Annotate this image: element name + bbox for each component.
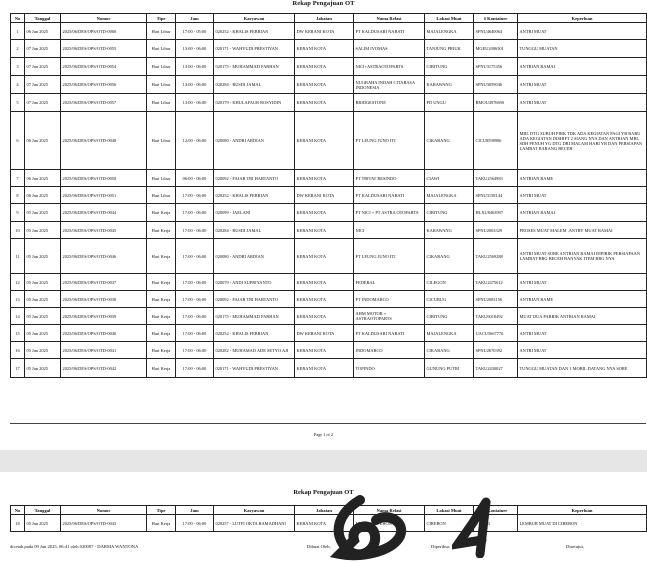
- table-cell: ANTRI MUAT SORE ANTRIAN RAMAI DIPIRIK PERSIAPAAN LAMBAT BRG BECEH BANYAK ITEM BRG NYA: [518, 239, 647, 274]
- table-cell: CIKARANG: [425, 112, 474, 170]
- table-cell: 020179 - KHULAFAUR ROSYIDIN: [214, 94, 295, 112]
- table-cell: KERANI KOTA: [295, 222, 354, 239]
- table-cell: 06 Jun 2025: [25, 170, 61, 187]
- table-cell: ANTRI MUAT: [518, 76, 647, 94]
- table-cell: CILEGON: [425, 274, 474, 291]
- table-cell: 05 Jun 2025: [25, 342, 61, 359]
- table-cell: Hari Libur: [147, 40, 176, 58]
- table-cell: 17:00 - 06:00: [176, 239, 214, 274]
- table-cell: 17:00 - 05:00: [176, 23, 214, 40]
- printed-note: dicetak pada 09 Jun 2025, 06:41 oleh 020097 - DARMA WANTONA: [10, 544, 139, 549]
- table-cell: 2025/06/DES/OPS/OTD-0060: [61, 23, 147, 40]
- table-cell: Hari Libur: [147, 76, 176, 94]
- table-cell: GUNUNG PUTRI: [425, 359, 474, 378]
- table-cell: 13:00 - 06:00: [176, 58, 214, 76]
- table-cell: 2025/06/DES/OPS/OTD-0038: [61, 291, 147, 308]
- table-cell: UACU5667776: [474, 325, 518, 342]
- table-cell: NICI+ASTRAOTOPARTS: [354, 58, 425, 76]
- table-cell: 05 Jun 2025: [25, 204, 61, 222]
- column-header: # Kontainer: [474, 14, 518, 23]
- table-cell: TUNGGU MUATAN: [518, 40, 647, 58]
- table-cell: NICI: [354, 222, 425, 239]
- table-cell: 07 Jun 2025: [25, 58, 61, 76]
- table-cell: KERANI KOTA: [295, 94, 354, 112]
- table-cell: SPNU3175356: [474, 58, 518, 76]
- table-cell: ANTRI MUAT: [518, 23, 647, 40]
- table-cell: KARAWANG: [425, 76, 474, 94]
- table-cell: SPNU3059046: [474, 76, 518, 94]
- table-cell: KERANI KOTA: [295, 112, 354, 170]
- table-cell: Hari Libur: [147, 94, 176, 112]
- table-cell: PT NICI + PT ASTRA OTOPARTS: [354, 204, 425, 222]
- column-header: No: [11, 14, 25, 23]
- page-gap: [0, 450, 647, 472]
- table-row: [11, 76, 647, 94]
- table-cell: 06 Jun 2025: [25, 187, 61, 204]
- table-cell: PT TRITAT RESINDO: [354, 170, 425, 187]
- table-cell: 2025/06/DES/OPS/OTD-0045: [61, 222, 147, 239]
- table-cell: MBL DTG SUBUH PIRK TDK ADA KEGIATAN PAGI YB BARU ADA KEGIATAN DISHIFT 2 SIANG NYA DAN ANTRIAN MBL SDH PENUH YG DTG DRI MALAM HARI YB DAN PERSIAPAN LAMBAT BARANG BECEH: [518, 112, 647, 170]
- table-cell: DW KERANI KOTA: [295, 187, 354, 204]
- table-cell: 05 Jun 2025: [25, 239, 61, 274]
- table-cell: KERANI KOTA: [295, 170, 354, 187]
- column-header: Tanggal: [25, 506, 61, 515]
- table-cell: KERANI KOTA: [295, 291, 354, 308]
- table-cell: 17:00 - 06:00: [176, 342, 214, 359]
- table-cell: 13:00 - 06:00: [176, 76, 214, 94]
- table-cell: ANTRI MUAT: [518, 342, 647, 359]
- table-cell: AHM MOTOR + ASTRAOTOPARTS: [354, 308, 425, 325]
- table-cell: TAKU2475612: [474, 274, 518, 291]
- table-cell: 2025/06/DES/OPS/OTD-0040: [61, 325, 147, 342]
- table-cell: FEDERAL: [354, 274, 425, 291]
- table-row: [11, 325, 647, 342]
- table-header-row: [11, 14, 647, 23]
- table-cell: CIBITUNG: [425, 308, 474, 325]
- table-cell: PT KALDUSARI NABATI: [354, 187, 425, 204]
- table-cell: 020080 - ANDRI ARDIAN: [214, 239, 295, 274]
- table-row: [11, 308, 647, 325]
- table-cell: CIAWI: [425, 170, 474, 187]
- table-cell: 2025/06/DES/OPS/OTD-0041: [61, 342, 147, 359]
- table-cell: SPNU3158144: [474, 187, 518, 204]
- table-cell: PT LEUNG JUNO ITI: [354, 239, 425, 274]
- table-cell: 05 Jun 2025: [25, 291, 61, 308]
- table-row: [11, 94, 647, 112]
- table-cell: 17:00 - 06:00: [176, 222, 214, 239]
- table-cell: 7: [11, 170, 25, 187]
- table-cell: 17:00 - 06:00: [176, 274, 214, 291]
- table-cell: MGEU2006501: [474, 40, 518, 58]
- table-row: [11, 170, 647, 187]
- table-cell: SPNU2670392: [474, 342, 518, 359]
- table-cell: 2025/06/DES/OPS/OTD-0039: [61, 308, 147, 325]
- table-cell: TAKU2569288: [474, 239, 518, 274]
- report-title: Rekap Pengajuan OT: [292, 0, 355, 7]
- table-cell: MUAT DUA PABRIK ANTRIAN RAMAI: [518, 308, 647, 325]
- column-header: Jabatan: [295, 14, 354, 23]
- table-cell: 4: [11, 76, 25, 94]
- table-cell: 2025/06/DES/OPS/OTD-0057: [61, 94, 147, 112]
- table-cell: 17:00 - 06:00: [176, 308, 214, 325]
- table-cell: 17:00 - 06:00: [176, 359, 214, 378]
- table-cell: 17:00 - 06:00: [176, 204, 214, 222]
- table-cell: 020284 - RUSDI JAMAL: [214, 222, 295, 239]
- table-cell: 10: [11, 222, 25, 239]
- table-cell: NI... HUBI... EHON: [354, 515, 425, 532]
- table-cell: DW KERANI KOTA: [295, 325, 354, 342]
- table-cell: KERANI KOTA: [295, 40, 354, 58]
- column-header: Tipe: [147, 14, 176, 23]
- table-cell: 06:00 - 06:00: [176, 170, 214, 187]
- table-cell: TAKU6018492: [474, 308, 518, 325]
- table-row: [11, 23, 647, 40]
- table-cell: Hari Libur: [147, 58, 176, 76]
- table-cell: CICU8598906: [474, 112, 518, 170]
- column-header: # Kontainer: [474, 506, 518, 515]
- table-row: [11, 112, 647, 170]
- table-cell: 2025/06/DES/OPS/OTD-0046: [61, 239, 147, 274]
- table-cell: 17:00 - 06:00: [176, 291, 214, 308]
- table-cell: 2025/06/DES/OPS/OTD-0043: [61, 515, 147, 532]
- table-cell: TOPINDO: [354, 359, 425, 378]
- table-row: [11, 204, 647, 222]
- table-cell: 13:00 - 06:00: [176, 94, 214, 112]
- table-cell: 17:00 - 06:00: [176, 515, 214, 532]
- table-cell: 020092 - FAJAR TRI HARTANTO: [214, 291, 295, 308]
- table-row: [11, 515, 647, 532]
- table-cell: 05 Jun 2025: [25, 222, 61, 239]
- table-cell: TAKU2564983: [474, 170, 518, 187]
- table-cell: 020252 - KHALIS FEBRIAN: [214, 187, 295, 204]
- table-cell: Hari Kerja: [147, 308, 176, 325]
- table-cell: DW KERANI KOTA: [295, 23, 354, 40]
- table-cell: Hari Kerja: [147, 291, 176, 308]
- table-cell: PT LEUNG JUNO ITI: [354, 112, 425, 170]
- column-header: No: [11, 506, 25, 515]
- column-header: Nomor: [61, 14, 147, 23]
- table-row: [11, 222, 647, 239]
- table-cell: Hari Libur: [147, 23, 176, 40]
- table-cell: 05 Jun 2025: [25, 308, 61, 325]
- table-cell: KERANI KOTA: [295, 239, 354, 274]
- table-cell: ...95694: [474, 515, 518, 532]
- table-cell: 07 Jun 2025: [25, 76, 61, 94]
- table-cell: 05 Jun 2025: [25, 274, 61, 291]
- table-cell: 17:00 - 06:00: [176, 187, 214, 204]
- table-cell: HLXU8463997: [474, 204, 518, 222]
- table-cell: 020171 - WAHYUDI PRESTIYAN: [214, 40, 295, 58]
- table-cell: SPNU4640064: [474, 23, 518, 40]
- table-cell: 020092 - FAJAR TRI HARTANTO: [214, 170, 295, 187]
- table-cell: KERANI KOTA: [295, 204, 354, 222]
- diperiksa-label: Diperiksa,: [431, 544, 451, 549]
- table-cell: Hari Kerja: [147, 239, 176, 274]
- table-cell: SALIM IVOMAS: [354, 40, 425, 58]
- table-cell: 13:00 - 06:00: [176, 40, 214, 58]
- table-cell: 2025/06/DES/OPS/OTD-0048: [61, 112, 147, 170]
- table-cell: 020099 - JAELANI: [214, 204, 295, 222]
- table-cell: 2025/06/DES/OPS/OTD-0050: [61, 170, 147, 187]
- redaction-scribble-2: [452, 496, 500, 558]
- table-cell: 05 Jun 2025: [25, 515, 61, 532]
- table-cell: 020175 - MUHAMMAD FARHAN: [214, 308, 295, 325]
- table-cell: 05 Jun 2025: [25, 325, 61, 342]
- table-cell: 17:00 - 06:00: [176, 325, 214, 342]
- column-header: Karyawan: [214, 14, 295, 23]
- table-cell: 18: [11, 515, 25, 532]
- table-cell: TANJUNG PRIUK: [425, 40, 474, 58]
- table-cell: ANTRIAN RAMAI: [518, 204, 647, 222]
- table-cell: 020282 - MUHAMAD ADE SETYO AJI: [214, 342, 295, 359]
- table-row: [11, 342, 647, 359]
- table-cell: 07 Jun 2025: [25, 94, 61, 112]
- table-cell: CIBITUNG: [425, 204, 474, 222]
- column-header: Nomor: [61, 506, 147, 515]
- table-cell: KERANI KOTA: [295, 58, 354, 76]
- table-cell: 020175 - MUHAMMAD FARHAN: [214, 58, 295, 76]
- column-header: Jabatan: [295, 506, 354, 515]
- table-cell: 2: [11, 40, 25, 58]
- table-cell: Hari Kerja: [147, 325, 176, 342]
- table-cell: 14: [11, 308, 25, 325]
- table-row: [11, 40, 647, 58]
- table-cell: 2025/06/DES/OPS/OTD-0056: [61, 76, 147, 94]
- table-cell: BMOU4976690: [474, 94, 518, 112]
- table-row: [11, 291, 647, 308]
- table-cell: 12: [11, 274, 25, 291]
- table-header-row: [11, 506, 647, 515]
- column-header: Lokasi Muat: [425, 506, 474, 515]
- table-cell: ANTRIAN RAME: [518, 170, 647, 187]
- table-cell: CICURUG: [425, 291, 474, 308]
- table-row: [11, 58, 647, 76]
- report-page-2: [0, 472, 647, 563]
- table-cell: TUNGGU MUATAN DAN 1 MOBIL DATANG NYA SORE: [518, 359, 647, 378]
- column-header: Jam: [176, 14, 214, 23]
- table-cell: ANTRI MUAT: [518, 325, 647, 342]
- dibuat-label: Dibuat Oleh,: [307, 544, 331, 549]
- report-title-2: Rekap Pengajuan OT: [293, 489, 354, 496]
- column-header: Keperluan: [518, 14, 647, 23]
- table-cell: 11: [11, 239, 25, 274]
- table-cell: 1: [11, 23, 25, 40]
- column-header: Karyawan: [214, 506, 295, 515]
- table-cell: KERANI KOTA: [295, 515, 354, 532]
- table-cell: Hari Kerja: [147, 222, 176, 239]
- table-cell: ANTRI MUAT: [518, 187, 647, 204]
- table-cell: Hari Libur: [147, 170, 176, 187]
- table-cell: PT KALDUSARI NABATI: [354, 23, 425, 40]
- ot-table-2: [10, 505, 647, 532]
- table-cell: 8: [11, 187, 25, 204]
- table-cell: CIKARANG: [425, 239, 474, 274]
- table-cell: 020284 - RUSDI JAMAL: [214, 76, 295, 94]
- table-cell: 2025/06/DES/OPS/OTD-0042: [61, 359, 147, 378]
- table-cell: KARAWANG: [425, 222, 474, 239]
- table-cell: CIBITUNG: [425, 58, 474, 76]
- table-cell: 2025/06/DES/OPS/OTD-0037: [61, 274, 147, 291]
- column-header: Nama Relasi: [354, 506, 425, 515]
- table-cell: MAJALENGKA: [425, 187, 474, 204]
- table-cell: 020252 - KHALIS FEBRIAN: [214, 23, 295, 40]
- table-cell: Hari Kerja: [147, 274, 176, 291]
- table-cell: TAKU2430027: [474, 359, 518, 378]
- table-cell: Hari Libur: [147, 112, 176, 170]
- page-divider: [10, 423, 646, 424]
- table-cell: MAJALENGKA: [425, 325, 474, 342]
- table-cell: 6: [11, 112, 25, 170]
- table-cell: NUGRAHA INDAH CITARASA INDONESIA: [354, 76, 425, 94]
- column-header: Jam: [176, 506, 214, 515]
- column-header: Tipe: [147, 506, 176, 515]
- table-cell: 12:00 - 06:00: [176, 112, 214, 170]
- table-cell: 2025/06/DES/OPS/OTD-0054: [61, 58, 147, 76]
- table-cell: Hari Libur: [147, 187, 176, 204]
- table-row: [11, 187, 647, 204]
- table-cell: KERANI KOTA: [295, 342, 354, 359]
- table-cell: 020080 - ANDRI ARDIAN: [214, 112, 295, 170]
- table-cell: ANTRIAN RAMAI: [518, 58, 647, 76]
- table-cell: KERANI KOTA: [295, 274, 354, 291]
- table-cell: Hari Kerja: [147, 515, 176, 532]
- table-cell: 15: [11, 325, 25, 342]
- table-cell: PT KALDUSARI NABATI: [354, 325, 425, 342]
- table-cell: 06 Jun 2025: [25, 112, 61, 170]
- table-cell: Hari Kerja: [147, 342, 176, 359]
- redaction-scribble-1: [330, 492, 410, 562]
- table-cell: 020079 - ANDI SUPRIYANTO: [214, 274, 295, 291]
- disetujui-label: Disetujui,: [566, 544, 584, 549]
- table-cell: KERANI KOTA: [295, 359, 354, 378]
- table-cell: INDOMARCO: [354, 342, 425, 359]
- table-cell: 13: [11, 291, 25, 308]
- column-header: Tanggal: [25, 14, 61, 23]
- table-cell: PROSES MUAT MALEM ,ANTRY MUAT RAMAI: [518, 222, 647, 239]
- table-cell: 2025/06/DES/OPS/OTD-0051: [61, 187, 147, 204]
- column-header: Keperluan: [518, 506, 647, 515]
- table-cell: ANTRI MUAT: [518, 94, 647, 112]
- table-cell: CIKARANG: [425, 342, 474, 359]
- table-cell: Hari Kerja: [147, 359, 176, 378]
- table-cell: 2025/06/DES/OPS/OTD-0055: [61, 40, 147, 58]
- table-cell: SPNU2063329: [474, 222, 518, 239]
- table-cell: 2025/06/DES/OPS/OTD-0044: [61, 204, 147, 222]
- table-cell: ANTRIAN RAME: [518, 291, 647, 308]
- table-cell: LEMBUR MUAT DI CIREBON: [518, 515, 647, 532]
- table-cell: MAJALENGKA: [425, 23, 474, 40]
- table-cell: 3: [11, 58, 25, 76]
- page-number: Page 1 of 2: [314, 432, 333, 437]
- table-cell: CIREBON: [425, 515, 474, 532]
- table-row: [11, 359, 647, 378]
- table-row: [11, 274, 647, 291]
- table-cell: 020171 - WAHYUDI PRESTIYAN: [214, 359, 295, 378]
- table-cell: ANTRI MUAT: [518, 274, 647, 291]
- table-cell: 06 Jun 2025: [25, 23, 61, 40]
- table-cell: 05 Jun 2025: [25, 359, 61, 378]
- table-row: [11, 239, 647, 274]
- table-cell: 07 Jun 2025: [25, 40, 61, 58]
- table-cell: 9: [11, 204, 25, 222]
- table-cell: KERANI KOTA: [295, 308, 354, 325]
- table-cell: 5: [11, 94, 25, 112]
- table-cell: BRIDGESTONE: [354, 94, 425, 112]
- table-cell: 16: [11, 342, 25, 359]
- table-cell: KERANI KOTA: [295, 76, 354, 94]
- table-cell: PT INDOMARCO: [354, 291, 425, 308]
- column-header: Lokasi Muat: [425, 14, 474, 23]
- table-cell: 020252 - KHALIS FEBRIAN: [214, 325, 295, 342]
- ot-table: [10, 13, 647, 378]
- table-cell: PD UNGU: [425, 94, 474, 112]
- table-cell: 020257 - LUTFI OKTA RAMADHANI: [214, 515, 295, 532]
- table-cell: SPNU2083156: [474, 291, 518, 308]
- table-cell: Hari Kerja: [147, 204, 176, 222]
- table-cell: 17: [11, 359, 25, 378]
- column-header: Nama Relasi: [354, 14, 425, 23]
